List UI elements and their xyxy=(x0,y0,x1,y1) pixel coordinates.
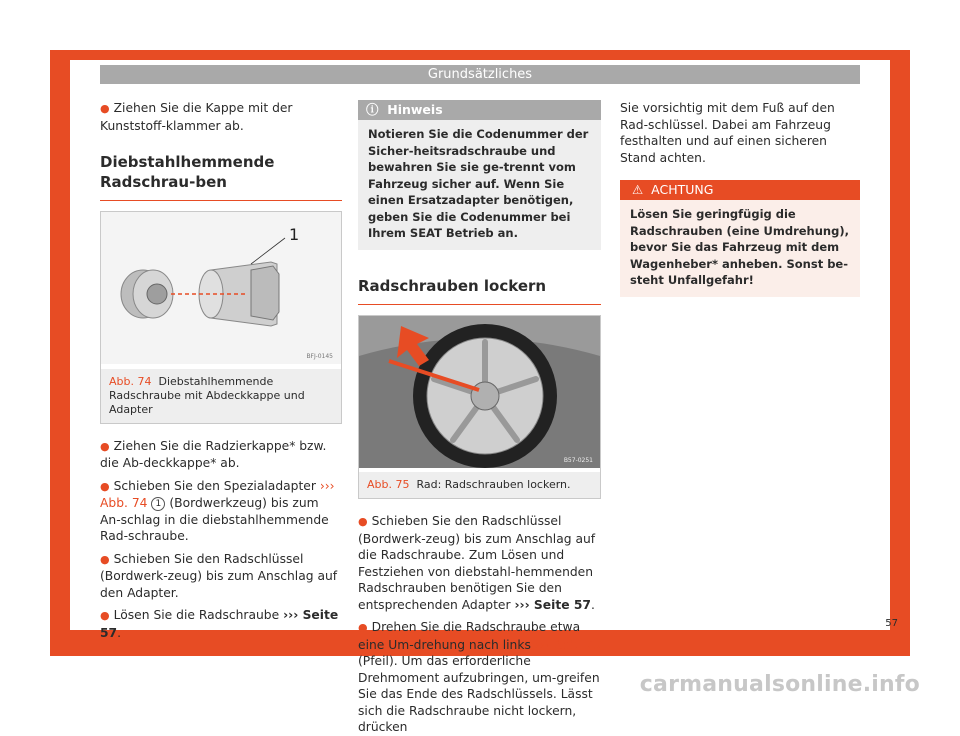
bullet-icon: ● xyxy=(358,515,368,528)
page-link[interactable]: ››› Seite 57 xyxy=(100,608,339,640)
list-item: ● Schieben Sie den Spezialadapter ››› Abb. 74 1 (Bordwerkzeug) bis zum An-schlag in die diebstahlhemmende Rad-schraube. xyxy=(100,478,335,543)
bullet-icon: ● xyxy=(358,621,368,634)
warning-header: ⚠ ACHTUNG xyxy=(620,180,860,200)
wheel-illustration xyxy=(359,316,600,468)
note-text: Notieren Sie die Codenummer der Sicher-heitsradschraube und bewahren Sie sie ge-trennt vom Fahrzeug sicher auf. Wenn Sie einen Ersatzadapter benötigen, geben Sie die Codenummer bei Ihrem SEAT Betrieb an. xyxy=(368,127,589,240)
warning-text: Lösen Sie geringfügig die Radschrauben (eine Umdrehung), bevor Sie das Fahrzeug mit dem Wagenheber* anheben. Sonst be-steht Unfallgefahr! xyxy=(630,207,849,287)
warning-triangle-icon: ⚠ xyxy=(632,182,644,197)
paragraph: ● Ziehen Sie die Kappe mit der Kunststoff-klammer ab. xyxy=(100,101,293,133)
section-header: Grundsätzliches xyxy=(100,65,860,84)
bullet-icon: ● xyxy=(100,479,110,493)
bullet-icon: ● xyxy=(100,552,110,566)
figure-74 xyxy=(100,211,342,424)
bullet-icon: ● xyxy=(100,439,110,453)
list-item: ● Schieben Sie den Radschlüssel (Bordwerk-zeug) bis zum Anschlag auf den Adapter. xyxy=(100,551,338,600)
heading-wrapper xyxy=(100,152,342,201)
note-box xyxy=(358,100,601,250)
warning-box xyxy=(620,180,860,297)
figure-link[interactable]: ››› Abb. 75 xyxy=(534,637,601,652)
figure-link[interactable]: ››› Abb. 74 xyxy=(100,478,335,510)
wheel-bolt-illustration xyxy=(101,212,341,364)
column-3 xyxy=(620,100,860,297)
column-1 xyxy=(100,100,342,641)
figure-code: BFJ-0145 xyxy=(306,353,333,360)
page-link[interactable]: ››› Seite 57 xyxy=(514,597,591,612)
list-item: ● Ziehen Sie die Radzierkappe* bzw. die Ab-deckkappe* ab. xyxy=(100,438,327,470)
bullet-icon: ● xyxy=(100,102,110,115)
column-2 xyxy=(358,100,601,736)
paragraph: Sie vorsichtig mit dem Fuß auf den Rad-schlüssel. Dabei am Fahrzeug festhalten und auf einen sicheren Stand achten. xyxy=(620,101,835,165)
figure-75 xyxy=(358,315,601,500)
heading-wrapper xyxy=(358,276,601,305)
section-heading: Diebstahlhemmende Radschrau-ben xyxy=(100,153,275,191)
note-header: ⓘ Hinweis xyxy=(358,100,601,120)
section-heading: Radschrauben lockern xyxy=(358,276,547,295)
bullet-icon: ● xyxy=(100,609,110,622)
figure-code: B57-0251 xyxy=(563,456,593,464)
list-item: ● Lösen Sie die Radschraube ››› Seite 57. xyxy=(100,608,339,640)
figure-caption: Abb. 75 Rad: Radschrauben lockern. xyxy=(359,472,600,498)
watermark: carmanualsonline.info xyxy=(639,672,920,697)
callout-number: 1 xyxy=(151,497,165,511)
list-item: ● Schieben Sie den Radschlüssel (Bordwerk-zeug) bis zum Anschlag auf die Radschraube. Zum Lösen und Festziehen von diebstahl-hemmenden Radschrauben benötigen Sie den entsprechenden Adapter ››› Seite 57. xyxy=(358,514,596,612)
info-icon: ⓘ xyxy=(366,102,379,117)
page-number: 57 xyxy=(885,618,898,629)
callout-1: 1 xyxy=(289,225,300,244)
list-item: ● Drehen Sie die Radschraube etwa eine Um-drehung nach links ››› Abb. 75 (Pfeil). Um das erforderliche Drehmoment aufzubringen, um-greifen Sie das Ende des Radschlüssels. Lässt sich die Radschraube nicht lockern, drücken xyxy=(358,620,601,734)
figure-caption: Abb. 74 Diebstahlhemmende Radschraube mit Abdeckkappe und Adapter xyxy=(101,369,341,423)
